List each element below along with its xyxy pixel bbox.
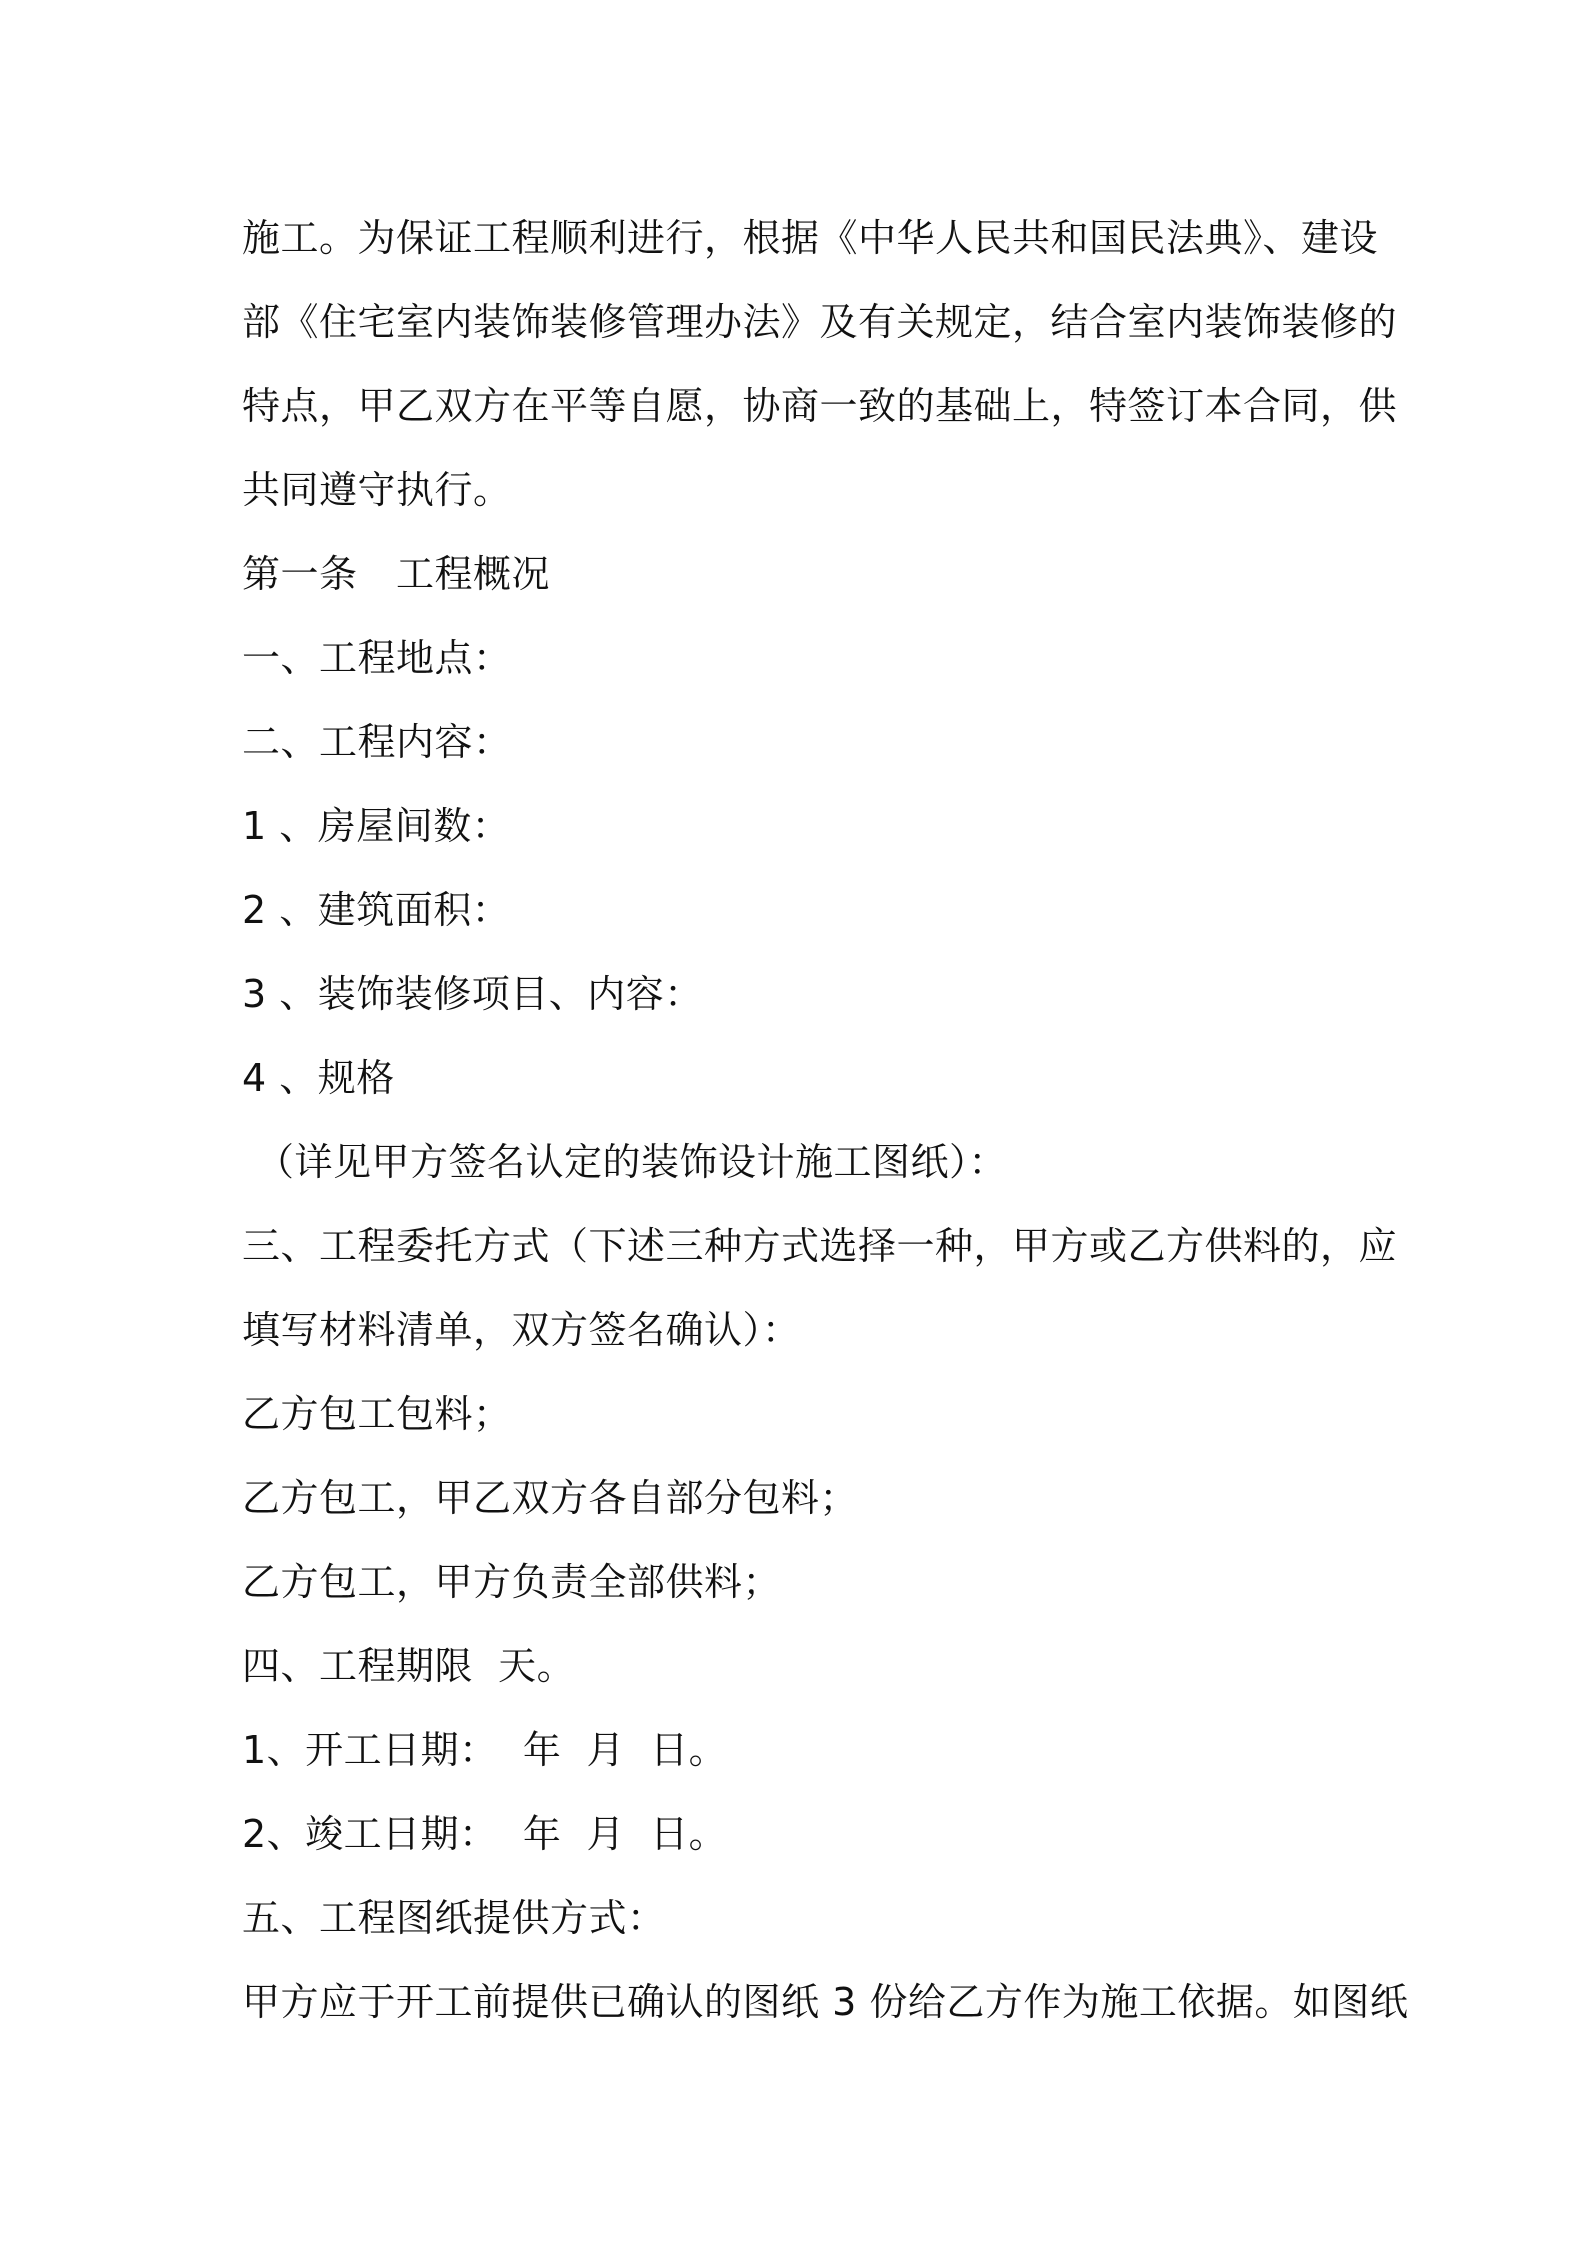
specification-note: （详见甲方签名认定的装饰设计施工图纸）： [256, 1140, 1008, 1184]
section-project-content: 二、工程内容： [242, 720, 512, 764]
contract-body [242, 196, 1409, 2044]
item-decoration-scope: 3 、装饰装修项目、内容： [242, 972, 703, 1016]
completion-date-line: 2、竣工日期： 年 月 日。 [242, 1812, 728, 1856]
paragraph-line: 填写材料清单，双方签名确认）： [242, 1308, 801, 1352]
section-project-duration: 四、工程期限 天。 [242, 1644, 576, 1688]
item-building-area: 2 、建筑面积： [242, 888, 511, 932]
section-commission-method: 三、工程委托方式（下述三种方式选择一种，甲方或乙方供料的，应 [242, 1224, 1398, 1268]
item-room-count: 1 、房屋间数： [242, 804, 511, 848]
section-project-location: 一、工程地点： [242, 636, 512, 680]
article-heading: 第一条 工程概况 [242, 552, 551, 596]
start-date-line: 1、开工日期： 年 月 日。 [242, 1728, 728, 1772]
option-line: 乙方包工，甲方负责全部供料； [242, 1560, 782, 1604]
section-drawing-provision: 五、工程图纸提供方式： [242, 1896, 666, 1940]
paragraph-line: 施工。为保证工程顺利进行，根据《中华人民共和国民法典》、建设 [242, 216, 1379, 260]
paragraph-line: 特点，甲乙双方在平等自愿，协商一致的基础上，特签订本合同，供 [242, 384, 1398, 428]
item-specification: 4 、规格 [242, 1056, 395, 1100]
paragraph-line: 甲方应于开工前提供已确认的图纸 3 份给乙方作为施工依据。如图纸 [242, 1980, 1409, 2024]
paragraph-line: 部《住宅室内装饰装修管理办法》及有关规定，结合室内装饰装修的 [242, 300, 1398, 344]
option-line: 乙方包工包料； [242, 1392, 512, 1436]
option-line: 乙方包工，甲乙双方各自部分包料； [242, 1476, 859, 1520]
paragraph-line: 共同遵守执行。 [242, 468, 512, 512]
